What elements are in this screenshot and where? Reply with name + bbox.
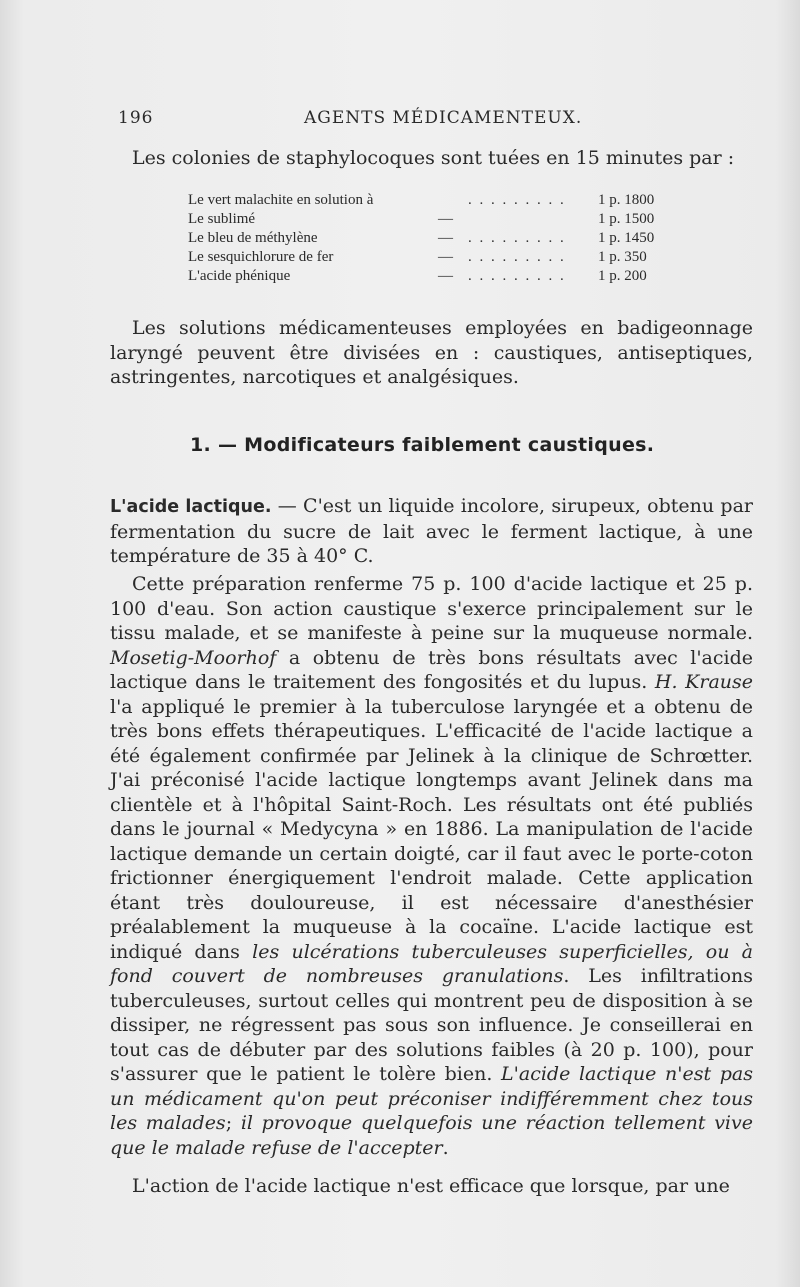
- caution-italic-1: L'acide lactique n'est pas un médicament qu'on peut préconiser indifféremment chez tous les malades: [110, 1063, 753, 1134]
- paragraph-lactic-acid-usage: Cette préparation renferme 75 p. 100 d'acide lactique et 25 p. 100 d'eau. Son action caustique s'exerce principalement sur le tissu malade, et se manifeste à peine sur la muqueuse normale. Mosetig-Moorhof a obtenu de très bons résultats avec l'acide lactique dans le traitement des fongosités et du lupus. H. Krause l'a appliqué le premier à la tuberculose laryngée et a obtenu de très bons effets thérapeutiques. L'efficacité de l'acide lactique a été également confirmée par Jelinek à la clinique de Schrœtter. J'ai préconisé l'acide lactique longtemps avant Jelinek dans ma clientèle et à l'hôpital Saint-Roch. Les résultats ont été publiés dans le journal « Medycyna » en 1886. La manipulation de l'acide lactique demande un certain doigté, car il faut avec le porte-coton frictionner énergiquement l'endroit malade. Cette application étant très douloureuse, il est nécessaire d'anesthésier préalablement la muqueuse à la cocaïne. L'acide lactique est indiqué dans les ulcérations tuberculeuses superficielles, ou à fond couvert de nombreuses granulations. Les infiltrations tuberculeuses, surtout celles qui montrent peu de disposition à se dissiper, ne régressent pas sous son influence. Je conseillerai en tout cas de débuter par des solutions faibles (à 20 p. 100), pour s'assurer que le patient le tolère bien. L'acide lactique n'est pas un médicament qu'on peut préconiser indifféremment chez tous les malades; il provoque quelquefois une réaction tellement vive que le malade refuse de l'accepter.: [110, 573, 754, 1159]
- author-mosetig: Mosetig-Moorhof: [110, 646, 277, 669]
- indication-italic: les ulcérations tuberculeuses superficielles, ou à fond couvert de nombreuses granulations: [110, 940, 753, 987]
- toxicity-row: [188, 191, 668, 210]
- page-header: [118, 108, 758, 132]
- toxicity-value: 1 p. 350: [598, 249, 647, 265]
- toxicity-row: [188, 229, 668, 248]
- caution-italic-2: il provoque quelquefois une réaction tellement vive que le malade refuse de l'accepter: [110, 1112, 753, 1159]
- toxicity-value: 1 p. 200: [598, 268, 647, 284]
- toxicity-substance: Le sublimé: [188, 211, 256, 227]
- toxicity-substance: Le sesquichlorure de fer: [188, 249, 334, 265]
- toxicity-dots: . . . . . . . . .: [468, 249, 566, 265]
- toxicity-substance: L'acide phénique: [188, 268, 291, 284]
- toxicity-dots: [468, 210, 598, 229]
- running-title: AGENTS MÉDICAMENTEUX.: [304, 108, 583, 128]
- toxicity-value: 1 p. 1450: [598, 230, 655, 246]
- toxicity-substance: Le bleu de méthylène: [188, 230, 318, 246]
- toxicity-dots: . . . . . . . . .: [468, 192, 566, 208]
- toxicity-dash: —: [438, 211, 453, 227]
- toxicity-row: [188, 248, 668, 267]
- toxicity-value: 1 p. 1800: [598, 192, 655, 208]
- section-heading: 1. — Modificateurs faiblement caustiques.: [190, 434, 655, 456]
- paragraph-solutions: Les solutions médicamenteuses employées en badigeonnage laryngé peuvent être divisées en : caustiques, antiseptiques, astringentes, narcotiques et analgésiques.: [110, 317, 753, 388]
- toxicity-row: [188, 210, 668, 229]
- paragraph-efficacy: L'action de l'acide lactique n'est efficace que lorsque, par une: [132, 1175, 730, 1197]
- toxicity-dash: —: [438, 249, 453, 265]
- toxicity-table: [188, 191, 668, 286]
- toxicity-dash: [438, 191, 468, 210]
- paragraph-lactic-acid-definition: L'acide lactique. — C'est un liquide incolore, sirupeux, obtenu par fermentation du sucre de lait avec le ferment lactique, à une température de 35 à 40° C.: [110, 495, 753, 567]
- author-krause: H. Krause: [654, 671, 754, 693]
- intro-sentence: Les colonies de staphylocoques sont tuées en 15 minutes par :: [132, 147, 735, 169]
- toxicity-dash: —: [438, 268, 453, 284]
- page-number: 196: [118, 108, 154, 128]
- toxicity-substance: Le vert malachite en solution à: [188, 192, 374, 208]
- toxicity-dots: . . . . . . . . .: [468, 230, 566, 246]
- toxicity-dash: —: [438, 230, 453, 246]
- toxicity-value: 1 p. 1500: [598, 211, 655, 227]
- toxicity-dots: . . . . . . . . .: [468, 268, 566, 284]
- lactic-acid-lead: L'acide lactique.: [110, 497, 272, 517]
- toxicity-row: [188, 267, 668, 286]
